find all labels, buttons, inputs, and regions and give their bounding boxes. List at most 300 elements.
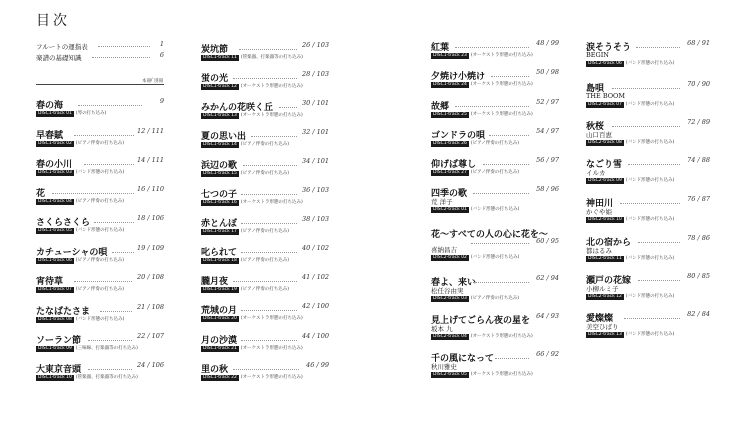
dot-leader (483, 164, 529, 165)
header-part: 別冊 (154, 79, 163, 84)
track-badge: DISC1-track 02 (38, 140, 72, 146)
entry-pages: 82 / 84 (687, 310, 710, 318)
dot-leader (241, 194, 297, 195)
entry-pages: 60 / 95 (536, 237, 559, 245)
entry-title: 荒城の月 (201, 306, 238, 316)
dot-leader (279, 107, 297, 108)
dot-leader (74, 281, 132, 282)
entry-title: 楽譜の基礎知識 (36, 54, 82, 62)
track-badge: DISC1-track 08 (38, 316, 72, 322)
dot-leader (241, 223, 297, 224)
toc-entry[interactable] (431, 69, 559, 95)
track-badge: DISC2-track 08 (588, 139, 622, 145)
dot-leader (628, 164, 680, 165)
dot-leader (74, 135, 134, 136)
track-row (36, 257, 124, 265)
track-row (36, 198, 124, 206)
track-badge: DISC2-track 09 (588, 177, 622, 183)
toc-intro-entry[interactable] (36, 53, 164, 65)
track-row (201, 54, 303, 62)
dot-leader (233, 281, 297, 282)
entry-pages: 21 / 108 (137, 303, 164, 311)
toc-entry[interactable] (431, 128, 559, 154)
entry-title: 赤とんぼ (201, 219, 238, 229)
track-desc: (バンド形態の打ち込み) (625, 332, 675, 337)
toc-entry[interactable] (201, 216, 329, 242)
dot-leader (251, 136, 297, 137)
track-desc: (ピアノ伴奏の打ち込み) (240, 142, 290, 147)
track-row (431, 81, 533, 89)
track-badge: DISC2-track 11 (588, 255, 622, 261)
entry-artist: THE BOOM (586, 92, 626, 100)
entry-pages: 16 / 110 (137, 185, 164, 193)
dot-leader (489, 135, 529, 136)
track-row (431, 254, 519, 262)
track-badge: DISC2-track 07 (588, 101, 622, 107)
track-row (586, 60, 674, 68)
dot-leader (241, 340, 297, 341)
track-badge: DISC2-track 03 (433, 295, 467, 301)
entry-title: 宵待草 (36, 277, 64, 287)
entry-pages: 24 / 106 (137, 361, 164, 369)
entry-pages: 76 / 87 (687, 195, 710, 203)
toc-entry[interactable] (586, 235, 710, 261)
track-row (586, 177, 674, 185)
entry-pages: 28 / 103 (302, 70, 329, 78)
track-desc: (バンド形態の打ち込み) (470, 255, 520, 260)
toc-entry[interactable] (36, 333, 164, 359)
track-badge: DISC1-track 01 (38, 110, 72, 116)
entry-pages: 42 / 100 (302, 302, 329, 310)
entry-pages: 34 / 101 (302, 157, 329, 165)
entry-title: 早春賦 (36, 131, 64, 141)
entry-title: 花 (36, 189, 46, 199)
dot-leader (94, 222, 134, 223)
track-badge: DISC1-track 24 (433, 81, 467, 87)
toc-entry[interactable] (201, 303, 329, 329)
track-badge: DISC1-track 15 (203, 170, 237, 176)
entry-title: さくらさくら (36, 218, 91, 228)
toc-entry[interactable] (586, 157, 710, 183)
toc-entry[interactable] (201, 187, 329, 213)
dot-leader (612, 126, 680, 127)
track-badge: DISC1-track 19 (203, 286, 237, 292)
dot-leader (241, 310, 297, 311)
entry-pages: 30 / 101 (302, 99, 329, 107)
toc-entry[interactable] (201, 274, 329, 300)
dot-leader (455, 47, 529, 48)
track-row (201, 83, 303, 91)
entry-title: 浜辺の歌 (201, 161, 238, 171)
toc-entry[interactable] (201, 71, 329, 97)
toc-entry[interactable] (431, 40, 559, 66)
toc-entry[interactable] (431, 157, 559, 183)
track-desc: (ピアノ伴奏の打ち込み) (240, 258, 290, 263)
entry-title: 春の海 (36, 101, 64, 111)
entry-title: なごり雪 (586, 160, 623, 170)
entry-pages: 80 / 85 (687, 272, 710, 280)
dot-leader (233, 78, 297, 79)
entry-pages: 74 / 88 (687, 156, 710, 164)
entry-title: 春よ、来い (431, 278, 477, 288)
track-badge: DISC2-track 02 (433, 254, 467, 260)
entry-pages: 14 / 111 (137, 156, 164, 164)
track-desc: (ピアノ伴奏の打ち込み) (240, 287, 290, 292)
dot-leader (638, 280, 680, 281)
toc-entry[interactable] (201, 333, 329, 359)
entry-title: 千の風になって (431, 354, 495, 364)
track-desc: (オーケストラ形態の打ち込み) (240, 316, 303, 321)
entry-pages: 66 / 92 (536, 350, 559, 358)
dot-leader (92, 57, 150, 58)
entry-artist: BEGIN (586, 51, 609, 59)
track-badge: DISC1-track 27 (433, 169, 467, 175)
track-desc: (オーケストラ形態の打ち込み) (470, 112, 533, 117)
dot-leader (636, 47, 680, 48)
track-row (431, 333, 533, 341)
dot-leader (88, 369, 132, 370)
entry-pages: 64 / 93 (536, 312, 559, 320)
dot-leader (233, 369, 299, 370)
track-row (36, 345, 138, 353)
track-badge: DISC1-track 04 (38, 198, 72, 204)
track-desc: (ピアノ伴奏の打ち込み) (240, 229, 290, 234)
dot-leader (100, 311, 132, 312)
track-desc: (オーケストラ形態の打ち込み) (240, 113, 303, 118)
track-badge: DISC1-track 18 (203, 257, 237, 263)
track-badge: DISC2-track 04 (433, 333, 467, 339)
entry-title: ゴンドラの唄 (431, 131, 486, 141)
track-badge: DISC1-track 03 (38, 169, 72, 175)
toc-entry[interactable] (586, 311, 710, 337)
track-row (201, 257, 289, 265)
entry-pages: 40 / 102 (302, 244, 329, 252)
entry-title: 仰げば尊し (431, 160, 477, 170)
track-badge: DISC1-track 11 (203, 54, 237, 60)
dot-leader (624, 318, 680, 319)
track-row (586, 101, 674, 109)
toc-entry[interactable] (586, 273, 710, 299)
entry-artist: 都はるみ (586, 247, 612, 255)
entry-title: 炭坑節 (201, 45, 229, 55)
entry-pages: 19 / 109 (137, 244, 164, 252)
entry-title: 大東京音頭 (36, 365, 82, 375)
entry-pages: 68 / 91 (687, 39, 710, 47)
track-badge: DISC1-track 22 (203, 374, 237, 380)
track-row (36, 110, 106, 118)
toc-entry[interactable] (431, 99, 559, 125)
entry-pages: 44 / 100 (302, 332, 329, 340)
track-desc: (ピアノ伴奏の打ち込み) (470, 141, 520, 146)
toc-entry[interactable] (36, 186, 164, 212)
track-desc: (バンド形態の打ち込み) (470, 207, 520, 212)
toc-entry[interactable] (201, 245, 329, 271)
dot-leader (241, 252, 297, 253)
track-row (431, 206, 519, 214)
track-row (201, 374, 303, 382)
track-desc: (オーケストラ形態の打ち込み) (240, 346, 303, 351)
entry-pages: 9 (159, 97, 164, 105)
track-row (201, 170, 289, 178)
track-desc: (オーケストラ形態の打ち込み) (240, 84, 303, 89)
track-badge: DISC1-track 10 (38, 374, 72, 380)
track-badge: DISC1-track 09 (38, 345, 72, 351)
track-badge: DISC1-track 21 (203, 345, 237, 351)
track-row (36, 286, 124, 294)
dot-leader (473, 193, 529, 194)
toc-entry[interactable] (431, 351, 559, 377)
track-desc: (管楽器、打楽器等の打ち込み) (240, 55, 303, 60)
track-desc: (バンド形態の打ち込み) (625, 294, 675, 299)
dot-leader (471, 243, 529, 244)
track-badge: DISC2-track 13 (588, 331, 622, 337)
toc-entry[interactable] (36, 274, 164, 300)
dot-leader (239, 49, 297, 50)
track-badge: DISC1-track 23 (433, 52, 467, 58)
toc-entry[interactable] (431, 313, 559, 339)
toc-entry[interactable] (586, 119, 710, 145)
track-desc: (三味線、打楽器等の打ち込み) (75, 346, 138, 351)
entry-pages: 36 / 103 (302, 186, 329, 194)
track-row (36, 316, 124, 324)
track-desc: (オーケストラ形態の打ち込み) (470, 372, 533, 377)
track-badge: DISC1-track 25 (433, 111, 467, 117)
track-desc: (バンド形態の打ち込み) (625, 217, 675, 222)
track-badge: DISC1-track 26 (433, 140, 467, 146)
entry-title: 涙そうそう (586, 43, 632, 53)
entry-pages: 1 (159, 40, 164, 48)
toc-entry[interactable] (201, 100, 329, 126)
entry-artist: かぐや姫 (586, 208, 612, 216)
entry-pages: 52 / 97 (536, 98, 559, 106)
track-desc: (バンド形態の打ち込み) (625, 61, 675, 66)
track-row (201, 112, 303, 120)
entry-artist: イルカ (586, 169, 606, 177)
track-badge: DISC1-track 06 (38, 257, 72, 263)
track-row (201, 286, 289, 294)
toc-entry[interactable] (586, 40, 710, 66)
track-desc: (ピアノ伴奏の打ち込み) (75, 141, 125, 146)
toc-entry[interactable] (36, 98, 164, 124)
entry-pages: 50 / 98 (536, 68, 559, 76)
entry-pages: 62 / 94 (536, 274, 559, 282)
entry-pages: 54 / 97 (536, 127, 559, 135)
track-badge: DISC2-track 10 (588, 216, 622, 222)
entry-title: ソーラン節 (36, 336, 82, 346)
entry-pages: 78 / 86 (687, 234, 710, 242)
track-desc: (バンド形態の打ち込み) (625, 178, 675, 183)
toc-entry[interactable] (431, 275, 559, 301)
entry-pages: 18 / 106 (137, 214, 164, 222)
entry-title: 瀬戸の花嫁 (586, 276, 632, 286)
track-desc: (ピアノ伴奏の打ち込み) (75, 199, 125, 204)
entry-pages: 38 / 103 (302, 215, 329, 223)
track-desc: (ピアノ伴奏の打ち込み) (240, 171, 290, 176)
track-desc: (バンド形態の打ち込み) (75, 170, 125, 175)
entry-pages: 70 / 90 (687, 80, 710, 88)
dot-leader (84, 164, 134, 165)
entry-pages: 22 / 107 (137, 332, 164, 340)
entry-title: 花～すべての人の心に花を～ (431, 230, 548, 240)
dot-leader (52, 193, 134, 194)
track-desc: (ピアノ伴奏の打ち込み) (75, 287, 125, 292)
track-badge: DISC2-track 05 (433, 371, 467, 377)
entry-pages: 72 / 89 (687, 118, 710, 126)
track-row (201, 345, 303, 353)
toc-entry[interactable] (36, 245, 164, 271)
track-badge: DISC2-track 06 (588, 60, 622, 66)
track-row (431, 52, 533, 60)
header-sep: / (151, 78, 153, 83)
entry-pages: 6 (159, 51, 164, 59)
entry-pages: 46 / 99 (306, 361, 329, 369)
track-desc: (オーケストラ形態の打ち込み) (240, 375, 303, 380)
entry-title: 月の沙漠 (201, 336, 238, 346)
track-desc: (ピアノ伴奏の打ち込み) (75, 258, 125, 263)
dot-leader (612, 88, 680, 89)
header-score: 本冊 (142, 79, 151, 84)
toc-entry[interactable] (36, 215, 164, 241)
track-desc: (オーケストラ形態の打ち込み) (470, 53, 533, 58)
track-desc: (バンド形態の打ち込み) (625, 256, 675, 261)
entry-pages: 56 / 97 (536, 156, 559, 164)
track-badge: DISC2-track 12 (588, 293, 622, 299)
dot-leader (78, 105, 142, 106)
dot-leader (455, 106, 529, 107)
track-desc: (管楽器、打楽器等の打ち込み) (75, 375, 138, 380)
dot-leader (620, 203, 680, 204)
entry-title: 蛍の光 (201, 74, 229, 84)
toc-entry[interactable] (586, 196, 710, 222)
dot-leader (243, 165, 297, 166)
divider (36, 84, 164, 85)
dot-leader (473, 282, 529, 283)
entry-artist: 坂本 九 (431, 325, 453, 333)
entry-artist: 喜納昌吉 (431, 246, 457, 254)
entry-artist: 松任谷由実 (431, 287, 464, 295)
track-desc: (ピアノ伴奏の打ち込み) (470, 170, 520, 175)
toc-entry[interactable] (201, 129, 329, 155)
dot-leader (112, 252, 134, 253)
track-desc: (バンド形態の打ち込み) (625, 140, 675, 145)
entry-artist: 美空ひばり (586, 323, 619, 331)
dot-leader (491, 76, 529, 77)
track-row (431, 295, 519, 303)
track-badge: DISC1-track 12 (203, 83, 237, 89)
track-badge: DISC1-track 07 (38, 286, 72, 292)
track-row (36, 140, 124, 148)
entry-title: 北の宿から (586, 238, 632, 248)
entry-pages: 26 / 103 (302, 41, 329, 49)
track-row (36, 169, 124, 177)
track-badge: DISC1-track 17 (203, 228, 237, 234)
entry-title: 夕焼け小焼け (431, 72, 486, 82)
entry-title: みかんの花咲く丘 (201, 103, 274, 113)
track-badge: DISC1-track 20 (203, 315, 237, 321)
entry-title: 夏の思い出 (201, 132, 247, 142)
toc-entry[interactable] (431, 186, 559, 212)
track-row (586, 216, 674, 224)
toc-entry[interactable] (201, 158, 329, 184)
track-desc: (オーケストラ形態の打ち込み) (240, 200, 303, 205)
track-badge: DISC1-track 14 (203, 141, 237, 147)
track-row (586, 139, 674, 147)
track-badge: DISC1-track 16 (203, 199, 237, 205)
toc-entry[interactable] (586, 81, 710, 107)
entry-title: 神田川 (586, 199, 614, 209)
track-row (586, 255, 674, 263)
toc-entry[interactable] (36, 362, 164, 388)
entry-title: フルートの運指表 (36, 43, 88, 51)
toc-entry[interactable] (201, 362, 329, 388)
entry-title: 朧月夜 (201, 277, 229, 287)
track-row (431, 169, 519, 177)
track-row (431, 111, 533, 119)
entry-pages: 48 / 99 (536, 39, 559, 47)
entry-pages: 32 / 101 (302, 128, 329, 136)
track-row (36, 374, 138, 382)
track-desc: (オーケストラ形態の打ち込み) (470, 82, 533, 87)
track-row (36, 227, 124, 235)
track-badge: DISC2-track 01 (433, 206, 467, 212)
track-row (431, 371, 533, 379)
entry-artist: 荒 洋子 (431, 198, 453, 206)
track-row (201, 199, 303, 207)
entry-title: 春の小川 (36, 160, 73, 170)
entry-title: たなばたさま (36, 307, 91, 317)
page-title: 目次 (36, 13, 70, 29)
toc-entry[interactable] (36, 157, 164, 183)
toc-entry[interactable] (36, 128, 164, 154)
entry-artist: 山口百恵 (586, 131, 612, 139)
toc-entry[interactable] (36, 304, 164, 330)
entry-title: 紅葉 (431, 43, 450, 53)
entry-title: 故郷 (431, 102, 450, 112)
track-row (586, 293, 674, 301)
track-row (201, 141, 289, 149)
track-row (201, 315, 303, 323)
entry-title: カチューシャの唄 (36, 248, 108, 258)
entry-title: 見上げてごらん夜の星を (431, 316, 531, 326)
track-row (431, 140, 519, 148)
entry-artist: 小柳ルミ子 (586, 285, 619, 293)
track-desc: (琴の打ち込み) (75, 111, 107, 116)
entry-title: 四季の歌 (431, 189, 468, 199)
entry-pages: 41 / 102 (302, 273, 329, 281)
entry-title: 七つの子 (201, 190, 238, 200)
track-desc: (バンド形態の打ち込み) (75, 317, 125, 322)
dot-leader (88, 340, 132, 341)
entry-title: 叱られて (201, 248, 238, 258)
entry-title: 愛燦燦 (586, 314, 614, 324)
toc-entry[interactable] (201, 42, 329, 68)
track-badge: DISC1-track 05 (38, 227, 72, 233)
entry-title: 島唄 (586, 84, 605, 94)
track-desc: (バンド形態の打ち込み) (75, 228, 125, 233)
toc-entry[interactable] (431, 227, 559, 260)
track-desc: (オーケストラ形態の打ち込み) (470, 334, 533, 339)
dot-leader (495, 358, 529, 359)
track-row (201, 228, 289, 236)
dot-leader (98, 46, 150, 47)
track-badge: DISC1-track 13 (203, 112, 237, 118)
dot-leader (638, 242, 680, 243)
entry-pages: 12 / 111 (137, 127, 164, 135)
track-desc: (バンド形態の打ち込み) (625, 102, 675, 107)
entry-pages: 58 / 96 (536, 185, 559, 193)
entry-title: 里の秋 (201, 365, 229, 375)
entry-title: 秋桜 (586, 122, 605, 132)
